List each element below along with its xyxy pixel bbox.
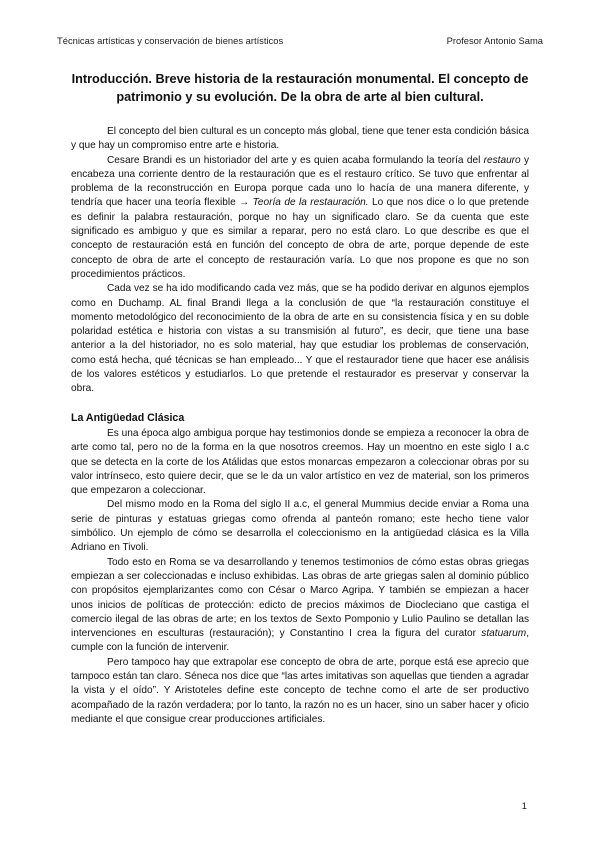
paragraph-seneca-aristoteles: Pero tampoco hay que extrapolar ese concepto de obra de arte, porque está ese aprecio que tampoco están tan claro. Séneca nos dice que “las artes imitativas son aquellas que tienden a agradar la vista y el oído”. Y Aristoteles define este concepto de techne como el arte de ser productivo acompañado de la razón verdadera; por lo tanto, la razón no es un hacer, sino un saber hacer y oficio mediante el que consigue crear producciones artificiales. <box>71 656 529 725</box>
header-course-title: Técnicas artísticas y conservación de bienes artísticos <box>57 35 284 46</box>
page-number: 1 <box>521 800 527 811</box>
paragraph-cesare-brandi: Cesare Brandi es un historiador del arte y es quien acaba formulando la teoría del restauro y encabeza una corriente dentro de la restauración que es el restauro crítico. Se tuvo que enfrentar al problema de la reconstrucción en Europa porque cada uno lo hacía de una manera diferente, y tendría que hacer una teoría flexible → Teoría de la restauración. Lo que nos dice o lo que pretende es definir la palabra restauración, porque no hay un significado claro. Se da cuenta que este significado es ambiguo y que es similar a reparar, pero no está claro. Lo que describe es que el concepto de restauración está en función del concepto de obra de arte, porque depende de este concepto de obra de arte el concepto de restauración varía. Lo que nos propone es que no son procedimientos prácticos. <box>71 154 530 280</box>
paragraph-roma-coleccionismo: Todo esto en Roma se va desarrollando y tenemos testimonios de cómo estas obras griegas empiezan a ser coleccionadas e incluso exhibidas. Las obras de arte griegas salen al dominio público con propósitos ejemplarizantes como con César o Marco Agripa. Y también se empiezan a hacer unos inicios de políticas de protección: edicto de precios máximos de Diocleciano que castiga el comercio ilegal de las obras de arte; en los textos de Sexto Pomponio y Lulio Paulino se detallan las intervenciones en esculturas (restauración); y Constantino I crea la figura del curator statuarum, cumple con la función de intervenir. <box>71 556 529 654</box>
paragraph-atalidas: Es una época algo ambigua porque hay testimonios donde se empieza a reconocer la obra de arte como tal, pero no de la forma en la que nosotros creemos. Hay un moentno en este siglo I a.c que se detecta en la corte de los Atálidas que estos monarcas empezaron a coleccionar obras por su valor intrínseco, esto quiere decir, que se le da un valor artístico en vez de material, son los primeros que empezaron a coleccionar. <box>71 427 529 497</box>
document-title: Introducción. Breve historia de la restauración monumental. El concepto de patrimonio y su evolución. De la obra de arte al bien cultural. <box>71 72 529 104</box>
document-body <box>71 125 529 727</box>
paragraph-restauracion-definicion: Cada vez se ha ido modificando cada vez más, que se ha podido derivar en algunos ejemplos como en Duchamp. AL final Brandi llega a la conclusión de que “la restauración constituye el momento metodológico del reconocimiento de la obra de arte en su consistencia física y en su doble polaridad estética e historia con vistas a su transmisión al futuro”, es decir, que tiene una base anterior a la del historiador, no es solo material, hay que estudiar los problemas de conservación, como está hecha, qué técnicas se han empleado... Y que el restaurador tiene que hacer ese análisis de los valores estéticos y estudiarlos. Lo que pretende el restaurador es preservar y conservar la obra. <box>71 283 529 395</box>
header-professor: Profesor Antonio Sama <box>446 35 543 46</box>
section-heading-antiguedad-clasica: La Antigüedad Clásica <box>71 411 185 424</box>
paragraph-mummius: Del mismo modo en la Roma del siglo II a.c, el general Mummius decide enviar a Roma una serie de pinturas y estatuas griegas como ofrenda al panteón romano; este hecho tiene valor simbólico. Un ejemplo de cómo se desarrolla el coleccionismo en la antigüedad clásica es la Villa Adriano en Tivoli. <box>71 499 529 554</box>
paragraph-bien-cultural: El concepto del bien cultural es un concepto más global, tiene que tener esta condición básica y que hay un compromiso entre arte e historia. <box>71 126 529 152</box>
